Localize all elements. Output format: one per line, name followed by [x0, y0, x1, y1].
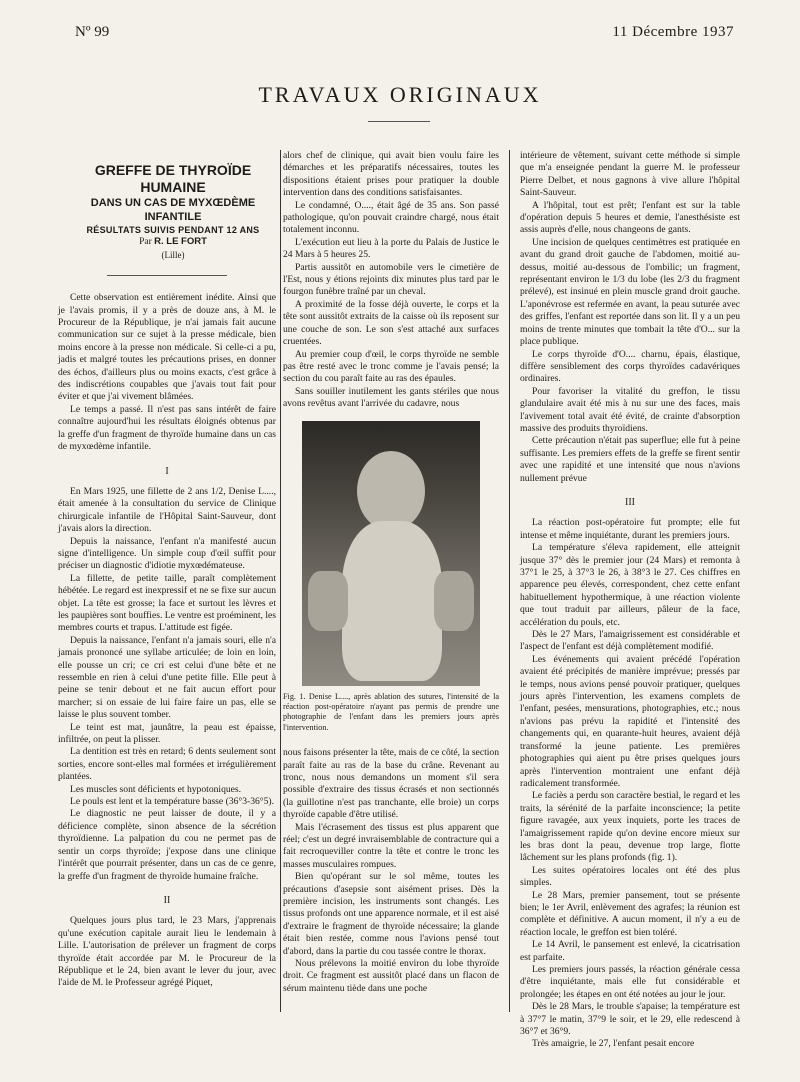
heading-ii: II: [163, 894, 171, 906]
article-results: RÉSULTATS SUIVIS PENDANT 12 ANS: [86, 225, 260, 235]
article-rule: [107, 275, 227, 276]
photo-hand-left: [308, 571, 348, 631]
running-header: [0, 24, 800, 44]
paragraph: Quelques jours plus tard, le 23 Mars, j'apprenais qu'une exécution capitale aurait lieu le lendemain à Lille. L'autorisation de prélever un fragment de corps thyroïde était accordée par M. le Procureur de la République et le 24, bien avant le lever du jour, avec l'aide de M. le Professeur agrégé Piquet,: [58, 915, 276, 989]
paragraph: Dès le 27 Mars, l'amaigrissement est considérable et l'aspect de l'enfant est déjà complètement modifié.: [520, 629, 740, 653]
heading-iii: III: [625, 496, 635, 508]
paragraph: intérieure de vêtement, suivant cette méthode si simple que m'a enseignée pendant la guerre M. le professeur Pierre Delbet, et nous gagnons à vive allure l'hôpital Saint-Sauveur.: [520, 150, 740, 199]
figure-photo-child: [302, 421, 480, 686]
column-divider: [280, 150, 281, 1012]
article-subtitle-line2: INFANTILE: [144, 211, 202, 223]
paragraph: Les suites opératoires locales ont été des plus simples.: [520, 864, 740, 889]
article-subtitle-line1: DANS UN CAS DE MYXŒDÈME: [90, 197, 256, 209]
paragraph: alors chef de clinique, qui avait bien voulu faire les démarches et les préparatifs nécessaires, toutes les dispositions étaient prises pour pratiquer la double intervention dans des conditions satisfaisantes.: [283, 150, 499, 199]
paragraph: A proximité de la fosse déjà ouverte, le corps et la tête sont aussitôt extraits de la caisse où ils reposent sur une couche de son. Le son s'est attaché aux surfaces cruentées.: [283, 298, 499, 348]
author-prefix: Par: [139, 237, 152, 248]
author-location: (Lille): [161, 249, 185, 260]
heading-i: I: [165, 465, 169, 477]
paragraph: Les muscles sont déficients et hypotoniques.: [70, 783, 242, 795]
paragraph: Le teint est mat, jaunâtre, la peau est épaisse, infiltrée, on peut la plisser.: [58, 721, 276, 746]
paragraph: Nous prélevons la moitié environ du lobe thyroïde droit. Ce fragment est aussitôt placé dans un flacon de sérum maintenu tiède dans une poche: [283, 958, 499, 994]
paragraph: Depuis la naissance, l'enfant n'a jamais souri, elle n'a jamais prononcé une syllabe articulée; de loin en loin, elle pousse un cri; ce cri est celui d'une bête et ne ressemble en rien à celui d'une petite fille. Elle peut à peine se tenir debout et ne fait aucun effort pour marcher; si on essaie de lui faire faire un pas, elle se laisse le plus souvent tomber.: [58, 634, 276, 721]
article-title-line2: HUMAINE: [140, 179, 206, 195]
photo-hand-right: [434, 571, 474, 631]
issue-date: 11 Décembre 1937: [612, 24, 734, 40]
paragraph: Les premiers jours passés, la réaction générale cessa d'être inquiétante, mais elle fut considérable et prolongée; les étapes en ont été notées au jour le jour.: [520, 964, 740, 1000]
photo-body-shape: [342, 521, 442, 681]
paragraph: Le 28 Mars, premier pansement, tout se présente bien; le 1er Avril, enlèvement des agrafes; la réunion est complète et définitive. A aucun moment, il n'y a eu de réaction locale, le greffon est bien toléré.: [520, 889, 740, 938]
author-line: [58, 236, 276, 248]
paragraph: Au premier coup d'œil, le corps thyroïde ne semble pas être resté avec le tronc comme je l'avais pensé; la section du cou paraît faite au ras des épaules.: [283, 348, 499, 385]
article-title-line1: GREFFE DE THYROÏDE: [94, 162, 252, 178]
section-title: TRAVAUX ORIGINAUX: [258, 82, 542, 107]
title-rule: [368, 121, 430, 122]
paragraph: nous faisons présenter la tête, mais de ce côté, la section paraît faite au ras de la base du crâne. Revenant au tronc, nous nous demandons un moment s'il sera possible d'extraire des tissus écrasés et non sectionnés (la guillotine n'est pas tranchante, elle broie) un corps thyroïde capable d'être utilisé.: [283, 747, 499, 821]
paragraph: Mais l'écrasement des tissus est plus apparent que réel; c'est un degré invraisemblable de contracture qui a fait recroqueviller contre la tête et contre le tronc les masses musculaires rompues.: [283, 821, 499, 870]
paragraph: Très amaigrie, le 27, l'enfant pesait encore: [532, 1038, 695, 1050]
paragraph: Le pouls est lent et la température basse (36°3-36°5).: [70, 796, 275, 808]
paragraph: Le 14 Avril, le pansement est enlevé, la cicatrisation est parfaite.: [520, 939, 740, 963]
column-divider: [509, 150, 510, 1012]
paragraph: En Mars 1925, une fillette de 2 ans 1/2, Denise L...., était amenée à la consultation du service de Clinique chirurgicale infantile de l'Hôpital Saint-Sauveur, dont j'avais alors la direction.: [58, 485, 276, 535]
author-name: R. LE FORT: [154, 236, 207, 248]
paragraph: Le corps thyroïde d'O.... charnu, épais, élastique, diffère sensiblement des corps thyroïdes cadavériques ordinaires.: [520, 348, 740, 385]
photo-head-shape: [357, 451, 425, 531]
paragraph: Le faciès a perdu son caractère bestial, le regard et les traits, la sérénité de la parfaite inconscience; la petite figure ravagée, aux yeux inquiets, porte les traces de l'amaigrissement rapide qu'on devine encore mieux sur les bras dont la peau, devenue trop large, flotte lâchement sur les plans profonds (fig. 1).: [520, 790, 740, 864]
paragraph: Partis aussitôt en automobile vers le cimetière de l'Est, nous y étions rejoints dix minutes plus tard par le fourgon funèbre traîné par un cheval.: [283, 261, 499, 298]
paragraph: Depuis la naissance, l'enfant n'a manifesté aucun signe d'intelligence. Un simple coup d'œil suffit pour préciser un diagnostic d'idiotie myxœdémateuse.: [58, 535, 276, 572]
paragraph: Bien qu'opérant sur le sol même, toutes les précautions d'asepsie sont aisément prises. Dès la première incision, les instruments sont changés. Les tissus profonds ont une apparence normale, et il est aisé d'extraire le fragment de thyroïde nécessaire; la glande était bien restée, comme nous l'avions pensé tout d'abord, dans la partie du cou tassée contre le thorax.: [283, 871, 499, 957]
paragraph: L'exécution eut lieu à la porte du Palais de Justice le 24 Mars à 5 heures 25.: [283, 236, 499, 261]
paragraph: Cette précaution n'était pas superflue; elle fut à peine suffisante. Les premiers effets de la greffe se firent sentir avec une rapidité et une intensité que nous n'avions nullement prévue: [520, 435, 740, 484]
paragraph: Une incision de quelques centimètres est pratiquée en avant du grand droit gauche de l'abdomen, moitié au-dessus, moitié au-dessous de l'ombilic; un fragment, représentant environ le 1/3 du lobe (les 2/3 du fragment prélevé), est insinué en plein muscle grand droit gauche. L'aponévrose est refermée en avant, la peau suturée avec des griffes, l'enfant est reportée dans son lit. Il y a un peu moins de trente minutes que tombait la tête d'O... sur la place publique.: [520, 236, 740, 348]
paragraph: Cette observation est entièrement inédite. Ainsi que je l'avais promis, il y a près de douze ans, à M. le Procureur de la République, je n'ai jamais fait aucune communication sur ce sujet à la presse médicale, bien moins encore à la presse non médicale. Si celle-ci a pu, jadis et malgré toutes les précautions prises, en donner des échos, d'ailleurs plus ou moins exacts, c'est grâce à des indiscrétions coupables que j'avais tout fait pour éviter et que j'ai vivement blâmées.: [58, 292, 276, 403]
paragraph: La fillette, de petite taille, paraît complètement hébétée. Le regard est inexpressif et ne se fixe sur aucun objet. La tête est grosse; la face et surtout les lèvres et les paupières sont bouffies. Le ventre est proéminent, les membres courts et trapus. L'attitude est figée.: [58, 572, 276, 634]
paragraph: Les événements qui avaient précédé l'opération avaient été précipités de manière imprévue; pressés par le temps, nous avions pensé pouvoir pratiquer, quelques jours après l'intervention, les examens complets de l'enfant, pesées, mensurations, photographies, etc.; nous n'avions pas prévu la rapidité et l'intensité des changements qui, en quarante-huit heures, avaient déjà transformé la jeune patiente. Les premières photographies qui aient pu être prises quelques jours après l'intervention montraient une enfant déjà radicalement transformée.: [520, 653, 740, 789]
issue-number: Nº 99: [75, 24, 110, 40]
paragraph: La dentition est très en retard; 6 dents seulement sont sorties, encore sont-elles mal formées et irrégulièrement plantées.: [58, 746, 276, 783]
paragraph: Dès le 28 Mars, le trouble s'apaise; la température est à 37°7 le matin, 37°9 le soir, et le 29, elle redescend à 36°7 et 36°9.: [520, 1001, 740, 1038]
column-3: [520, 150, 740, 1051]
figure-caption: Fig. 1. Denise L...., après ablation des sutures, l'intensité de la réaction post-opératoire n'ayant pas permis de prendre une photographie de l'enfant dans les premiers jours après l'intervention.: [283, 691, 499, 732]
paragraph: A l'hôpital, tout est prêt; l'enfant est sur la table d'opération depuis 5 heures et demie, l'anesthésiste est assis auprès d'elle, nous changeons de gants.: [520, 199, 740, 236]
paragraph: Sans souiller inutilement les gants stériles que nous avons revêtus avant l'arrivée du cadavre, nous: [283, 385, 499, 410]
paragraph: La réaction post-opératoire fut prompte; elle fut intense et même inquiétante, durant les premiers jours.: [520, 517, 740, 541]
paragraph: La température s'éleva rapidement, elle atteignit jusque 37° dès le premier jour (24 Mars) et remonta à 37°1 le 25, à 37°3 le 26, à 38°3 le 27. Ces chiffres en apparence peu élevés, correspondent, chez cette enfant habituellement hypothermique, à une réaction violente que tout traduit par ailleurs, pâleur de la face, accélération du pouls, etc.: [520, 542, 740, 628]
paragraph: Le condamné, O...., était âgé de 35 ans. Son passé pathologique, qu'on pouvait craindre chargé, nous était totalement inconnu.: [283, 199, 499, 236]
paragraph: Le temps a passé. Il n'est pas sans intérêt de faire connaître aujourd'hui les résultats éloignés obtenus par la greffe d'un fragment de thyroïde humaine dans un cas de myxœdème infantile.: [58, 403, 276, 453]
paragraph: Le diagnostic ne peut laisser de doute, il y a déficience complète, sinon absence de la sécrétion thyroïdienne. La palpation du cou ne permet pas de sentir un corps thyroïde; j'expose dans une clinique l'intérêt que pourrait présenter, dans un cas de ce genre, la greffe d'un fragment de thyroïde humaine fraîche.: [58, 808, 276, 882]
column-1: [58, 162, 276, 990]
column-2: [283, 150, 499, 995]
paragraph: Pour favoriser la vitalité du greffon, le tissu glandulaire avait été mis à nu sur une des faces, mais l'avivement total avait été évité, de crainte d'absorption massive des produits thyroïdiens.: [520, 385, 740, 434]
